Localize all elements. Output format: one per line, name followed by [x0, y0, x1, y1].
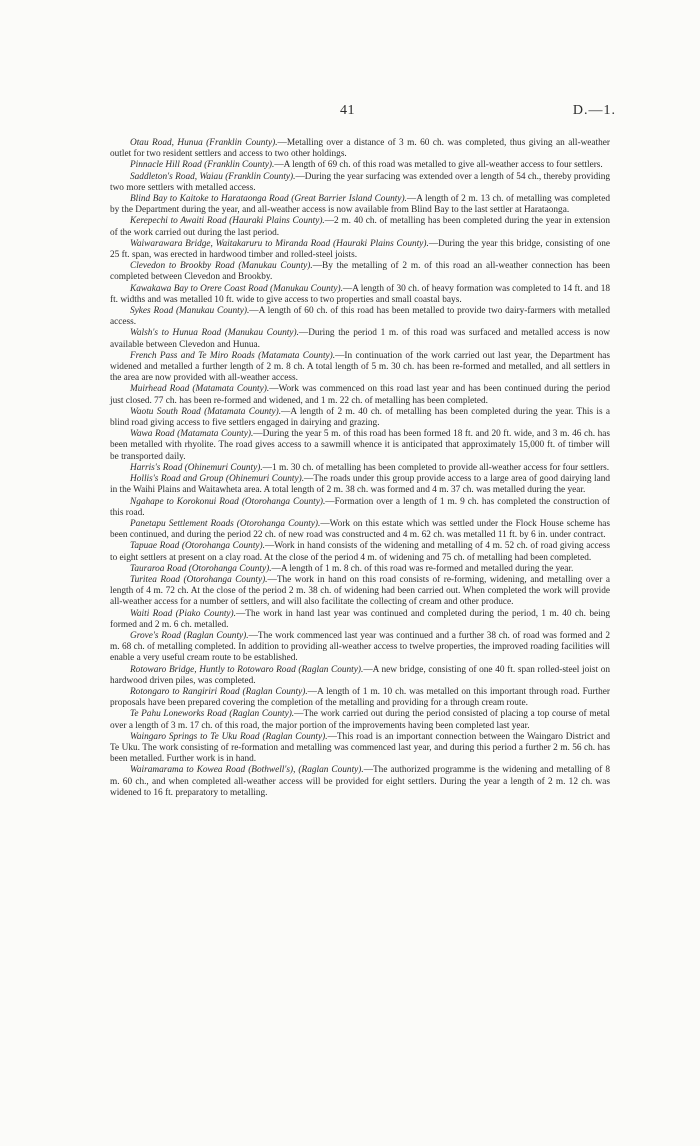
road-paragraph: [110, 709, 610, 731]
road-description: —In continuation of the work carried out last year, the Department has widened and metalled a further length of 2 m. 8 ch. A total length of 5 m. 30 ch. has been re-formed and metalled, and all settlers in the area are now provided with all-weather access.: [110, 350, 611, 384]
road-description: —The authorized programme is the widening and metalling of 8 m. 60 ch., and when completed all-weather access will be provided for eight settlers. During the year a length of 2 m. 12 ch. was widened to 16 ft. preparatory to metalling.: [110, 765, 610, 798]
road-description: —The work in hand on this road consists of re-forming, widening, and metalling over a length of 4 m. 72 ch. At the close of the period 2 m. 38 ch. of widening had been carried out. When completed the work will provide all-weather access for a number of settlers, and will also facilitate the collecting of cream and other produce.: [110, 574, 610, 608]
road-title: Turitea Road (Otorohanga County).: [130, 574, 268, 585]
road-description: —A new bridge, consisting of one 40 ft. span rolled-steel joist on hardwood driven piles, was completed.: [110, 664, 610, 686]
road-paragraph: [110, 564, 610, 575]
road-paragraph: [110, 160, 610, 171]
road-title: Sykes Road (Manukau County).: [130, 306, 250, 317]
road-paragraph: [110, 609, 610, 631]
road-title: Pinnacle Hill Road (Franklin County).: [130, 160, 275, 171]
road-description: —2 m. 40 ch. of metalling has been completed during the year in extension of the work carried out during the last period.: [110, 216, 611, 238]
road-paragraph: [110, 384, 610, 406]
road-paragraph: [110, 463, 610, 474]
road-paragraph: [110, 519, 610, 541]
road-title: Grove's Road (Raglan County).: [130, 630, 249, 641]
road-paragraph: [110, 261, 610, 283]
road-description: —Formation over a length of 1 m. 9 ch. has completed the construction of this road.: [110, 496, 610, 518]
road-description: —Work was commenced on this road last year and has been continued during the period just closed. 77 ch. has been re-formed and widened, and 1 m. 22 ch. of metalling has been completed.: [110, 384, 611, 406]
road-paragraph: [110, 765, 610, 799]
road-title: Wawa Road (Matamata County).: [130, 429, 254, 440]
road-paragraph: [110, 687, 610, 709]
road-description: —A length of 60 ch. of this road has been metalled to provide two dairy-farmers with metalled access.: [110, 306, 610, 328]
road-paragraph: [110, 284, 610, 306]
road-description: —During the year surfacing was extended over a length of 54 ch., thereby providing two more settlers with metalled access.: [110, 171, 610, 193]
road-paragraph: [110, 541, 610, 563]
page-number: 41: [340, 103, 355, 118]
road-paragraph: [110, 138, 610, 160]
road-paragraph: [110, 351, 610, 385]
road-paragraph: [110, 575, 610, 609]
road-description: —During the year 5 m. of this road has been formed 18 ft. and 20 ft. wide, and 3 m. 46 ch. has been metalled with rhyolite. The road gives access to a sawmill whence it is anticipated that approximately 15,000 ft. of timber will be transported daily.: [110, 429, 611, 462]
road-description: —By the metalling of 2 m. of this road an all-weather connection has been completed between Clevedon and Brookby.: [110, 261, 610, 283]
road-paragraph: [110, 497, 610, 519]
road-description: —During the year this bridge, consisting of one 25 ft. span, was erected in hardwood timber and rolled-steel joists.: [110, 238, 611, 261]
road-title: Waiwarawara Bridge, Waitakaruru to Miranda Road (Hauraki Plains County).: [130, 238, 429, 249]
road-description: —1 m. 30 ch. of metalling has been completed to provide all-weather access for four settlers.: [262, 462, 610, 473]
road-title: Blind Bay to Kaitoke to Harataonga Road (Great Barrier Island County).: [130, 194, 407, 205]
road-title: Rotowaro Bridge, Huntly to Rotowaro Road (Raglan County).: [130, 664, 364, 675]
road-title: Saddleton's Road, Waiau (Franklin County).: [130, 171, 296, 182]
road-title: Waotu South Road (Matamata County).: [130, 406, 282, 417]
road-description: —Work on this estate which was settled under the Flock House scheme has been continued, and during the period 22 ch. of new road was constructed and 4 m. 62 ch. was metalled 11 ft. by 6 in. under contract.: [110, 518, 610, 541]
road-paragraph: [110, 732, 610, 766]
road-title: Otau Road, Hunua (Franklin County).: [130, 138, 278, 148]
document-reference: D.—1.: [572, 103, 616, 118]
road-title: Kawakawa Bay to Orere Coast Road (Manukau County).: [130, 283, 343, 294]
road-description: —The roads under this group provide access to a large area of good dairying land in the Waihi Plains and Waitawheta area. A total length of 2 m. 38 ch. was formed and 4 m. 37 ch. was metalled during the year.: [110, 474, 610, 496]
road-description: —During the period 1 m. of this road was surfaced and metalled access is now available between Clevedon and Hunua.: [110, 328, 610, 350]
road-description: —Metalling over a distance of 3 m. 60 ch. was completed, thus giving an all-weather outlet for two resident settlers and access to two other holdings.: [110, 138, 611, 160]
road-paragraph: [110, 429, 610, 463]
road-description: —This road is an important connection between the Waingaro District and Te Uku. The work consisting of re-formation and metalling was commenced last year, and during this period a further 2 m. 56 ch. has been metalled. Further work is in hand.: [110, 731, 610, 765]
road-paragraph: [110, 172, 610, 194]
road-title: Clevedon to Brookby Road (Manukau County).: [130, 261, 313, 272]
road-title: Walsh's to Hunua Road (Manukau County).: [130, 328, 299, 339]
road-paragraph: [110, 194, 610, 216]
road-title: Panetapu Settlement Roads (Otorohanga County).: [130, 518, 321, 529]
road-title: Hollis's Road and Group (Ohinemuri County).: [130, 474, 305, 485]
road-description: —A length of 2 m. 13 ch. of metalling was completed by the Department during the year, and all-weather access is now available from Blind Bay to the last settler at Harataonga.: [110, 194, 610, 216]
road-title: Tauraroa Road (Otorohanga County).: [130, 563, 272, 574]
road-description: —The work in hand last year was continued and completed during the period, 1 m. 40 ch. being formed and 2 m. 6 ch. metalled.: [110, 608, 610, 630]
road-description: —A length of 1 m. 10 ch. was metalled on this important through road. Further proposals have been prepared covering the completion of the metalling and providing for a through cream route.: [110, 686, 610, 709]
road-title: Wairamarama to Kowea Road (Bothwell's), (Raglan County).: [130, 765, 364, 776]
road-description: —Work in hand consists of the widening and metalling of 4 m. 52 ch. of road giving access to eight settlers at present on a clay road. At the close of the period 4 m. of widening and 75 ch. of metalling had been completed.: [110, 541, 610, 563]
road-title: Waingaro Springs to Te Uku Road (Raglan County).: [130, 731, 328, 742]
road-title: Ngahape to Korokonui Road (Otorohanga County).: [130, 496, 326, 507]
road-paragraph: [110, 631, 610, 665]
road-paragraph: [110, 216, 610, 238]
road-title: Rotongaro to Rangiriri Road (Raglan County).: [130, 686, 308, 697]
road-paragraph: [110, 474, 610, 496]
road-description: —A length of 2 m. 40 ch. of metalling has been completed during the year. This is a blind road giving access to five settlers engaged in dairying and grazing.: [110, 406, 610, 429]
road-paragraph: [110, 239, 610, 261]
road-description: —A length of 1 m. 8 ch. of this road was re-formed and metalled during the year.: [271, 563, 574, 574]
road-description: —The work carried out during the period consisted of placing a top course of metal over a length of 3 m. 17 ch. of this road, the major portion of the improvements having been completed last year.: [110, 709, 610, 731]
road-paragraph: [110, 328, 610, 350]
road-title: Muirhead Road (Matamata County).: [130, 384, 270, 395]
road-paragraph: [110, 407, 610, 429]
road-title: French Pass and Te Miro Roads (Matamata County).: [130, 350, 336, 361]
road-paragraph: [110, 306, 610, 328]
road-title: Te Pahu Loneworks Road (Raglan County).: [130, 709, 295, 720]
road-title: Tapuae Road (Otorohanga County).: [130, 541, 265, 552]
road-title: Harris's Road (Ohinemuri County).: [130, 462, 263, 473]
road-description: —A length of 69 ch. of this road was metalled to give all-weather access to four settlers.: [274, 160, 603, 171]
page-header: [0, 103, 700, 123]
road-description: —The work commenced last year was continued and a further 38 ch. of road was formed and 2 m. 68 ch. of metalling completed. In addition to providing all-weather access to twelve properties, the improved roading facilities will enable a very useful cream route to be established.: [110, 630, 610, 664]
road-title: Kerepechi to Awaiti Road (Hauraki Plains County).: [130, 216, 325, 227]
road-paragraph: [110, 665, 610, 687]
report-body: [110, 138, 610, 799]
road-description: —A length of 30 ch. of heavy formation was completed to 14 ft. and 18 ft. widths and was metalled 10 ft. wide to give access to two properties and small coastal bays.: [110, 283, 610, 305]
road-title: Waiti Road (Piako County).: [130, 608, 236, 619]
